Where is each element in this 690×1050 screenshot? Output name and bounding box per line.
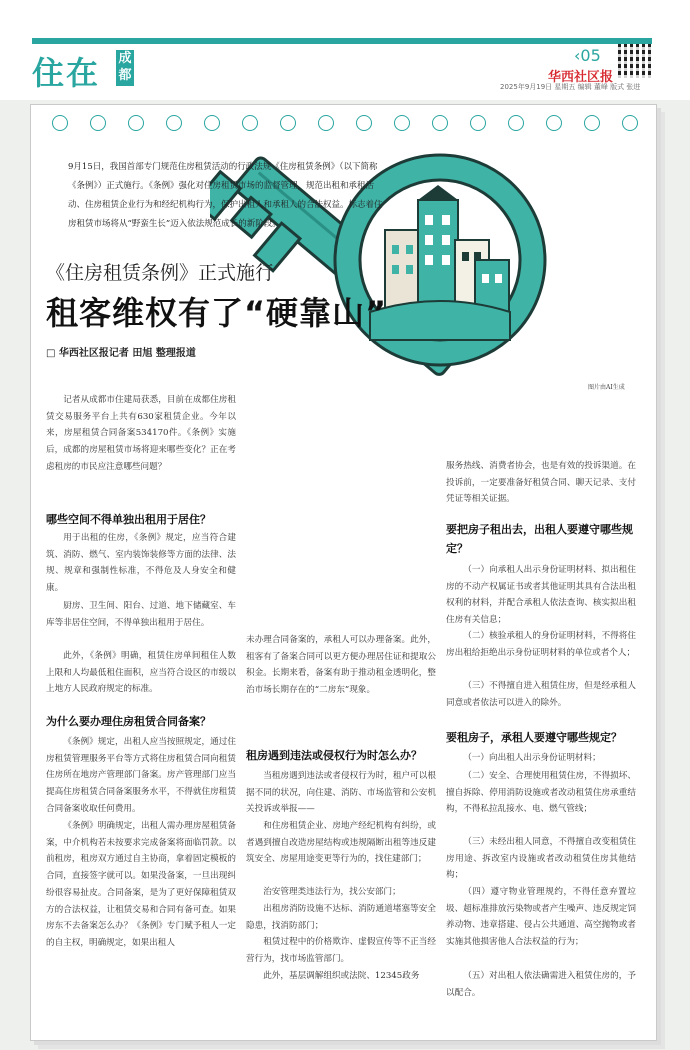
image-caption: 图片由AI生成 bbox=[588, 384, 625, 391]
ring-icon bbox=[166, 115, 182, 131]
ring-icon bbox=[52, 115, 68, 131]
body-paragraph: 租赁过程中的价格欺诈、虚假宣传等不正当经营行为，找市场监管部门。 bbox=[246, 937, 436, 964]
body-paragraph: 用于出租的住房，《条例》规定，应当符合建筑、消防、燃气、室内装饰装修等方面的法律、法规、规章和强制性标准，不得危及人身安全和健康。 bbox=[46, 533, 236, 594]
page-header bbox=[0, 0, 690, 100]
body-paragraph: （三）未经出租人同意，不得擅自改变租赁住房用途、拆改室内设施或者改动租赁住房其他结构； bbox=[446, 837, 636, 881]
body-paragraph: 《条例》明确规定，出租人需办理房屋租赁备案，中介机构若未按要求完成备案将面临罚款。以前租房，租房双方通过自主协商，拿着固定模板的合同，直接签字就可以。如果没备案，一旦出现纠纷很容易扯皮。合同备案，是为了更好保障租赁双方的合法权益，让租赁交易和合同有备可查。如果房东不去备案怎么办？《条例》专门赋予租人一定的自主权，明确规定，如果出租人 bbox=[46, 821, 236, 948]
ring-icon bbox=[318, 115, 334, 131]
ring-icon bbox=[508, 115, 524, 131]
section-badge: 成都 bbox=[116, 50, 134, 86]
body-paragraph: 当租房遇到违法或者侵权行为时，租户可以根据不同的状况，向住建、消防、市场监管和公安机关投诉或举报—— bbox=[246, 771, 436, 815]
ring-icon bbox=[622, 115, 638, 131]
section-heading: 为什么要办理住房租赁合同备案？ bbox=[46, 715, 211, 728]
ring-icon bbox=[432, 115, 448, 131]
body-paragraph: 出租房消防设施不达标、消防通道堵塞等安全隐患，找消防部门； bbox=[246, 904, 436, 931]
article-subtitle: 《住房租赁条例》正式施行 bbox=[46, 262, 275, 284]
ring-icon bbox=[470, 115, 486, 131]
body-paragraph: （二）安全、合理使用租赁住房，不得损坏、擅自拆除、停用消防设施或者改动租赁住房承重结构，不得私拉乱接水、电、燃气管线； bbox=[446, 771, 636, 815]
body-paragraph: （一）向承租人出示身份证明材料、拟出租住房的不动产权属证书或者其他证明其具有合法出租权利的材料，并配合承租人依法查询、核实拟出租住房有关信息； bbox=[446, 565, 636, 626]
intro-paragraph: 9月15日，我国首部专门规范住房租赁活动的行政法规《住房租赁条例》（以下简称《条例》）正式施行。《条例》强化对住房租赁市场的监督管理，规范出租和承租活动、住房租赁企业行为和经纪机构行为，保护出租人和承租人的合法权益。标志着住房租赁市场将从“野蛮生长”迈入依法规范成长的新阶段。 bbox=[68, 162, 383, 229]
body-paragraph: （一）向出租人出示身份证明材料； bbox=[463, 753, 601, 763]
ring-icon bbox=[546, 115, 562, 131]
body-paragraph: 此外，《条例》明确，租赁住房单间租住人数上限和人均最低租住面积，应当符合设区的市级以上地方人民政府规定的标准。 bbox=[46, 651, 236, 695]
section-heading: 哪些空间不得单独出租用于居住？ bbox=[46, 513, 211, 526]
body-paragraph: 厨房、卫生间、阳台、过道、地下储藏室、车库等非居住空间，不得单独出租用于居住。 bbox=[46, 601, 236, 628]
ring-icon bbox=[280, 115, 296, 131]
ring-icon bbox=[584, 115, 600, 131]
qr-code-icon bbox=[618, 44, 652, 78]
ring-icon bbox=[356, 115, 372, 131]
body-paragraph: 《条例》规定，出租人应当按照规定，通过住房租赁管理服务平台等方式将住房租赁合同向租赁住房所在地房产管理部门备案。房产管理部门应当提高住房租赁合同备案服务水平，不得就住房租赁合同备案收取任何费用。 bbox=[46, 737, 236, 814]
body-paragraph: （三）不得擅自进入租赁住房，但是经承租人同意或者依法可以进入的除外。 bbox=[446, 681, 636, 708]
body-paragraph: 和住房租赁企业、房地产经纪机构有纠纷，或者遇到擅自改造房屋结构或违规隔断出租等违反建筑安全、房屋用途变更等行为的，找住建部门； bbox=[246, 821, 436, 865]
newspaper-brand: 华西社区报 bbox=[548, 70, 614, 85]
body-paragraph: （二）核验承租人的身份证明材料，不得将住房出租给拒绝出示身份证明材料的单位或者个人； bbox=[446, 631, 636, 658]
ring-icon bbox=[128, 115, 144, 131]
section-title: 住在 bbox=[32, 54, 101, 92]
body-paragraph: （四）遵守物业管理规约，不得任意弃置垃圾、超标准排放污染物或者产生噪声、违反规定饲养动物、违章搭建、侵占公共通道、高空抛物或者实施其他损害他人合法权益的行为； bbox=[446, 887, 636, 948]
page-number: ‹05 bbox=[574, 46, 601, 65]
body-paragraph: 服务热线、消费者协会，也是有效的投诉渠道。在投诉前，一定要准备好租赁合同、聊天记录、支付凭证等相关证据。 bbox=[446, 461, 636, 505]
body-paragraph: 此外，基层调解组织或法院、12345政务 bbox=[263, 971, 420, 981]
ring-icon bbox=[242, 115, 258, 131]
header-rule bbox=[32, 38, 652, 44]
dateline: 2025年9月19日 星期五 编辑 董峰 版式 张进 bbox=[500, 83, 641, 91]
ring-icon bbox=[204, 115, 220, 131]
body-paragraph: （五）对出租人依法确需进入租赁住房的，予以配合。 bbox=[446, 971, 636, 998]
ring-icon bbox=[394, 115, 410, 131]
ring-icon bbox=[90, 115, 106, 131]
body-paragraph: 治安管理类违法行为，找公安部门； bbox=[263, 887, 401, 897]
binder-rings bbox=[52, 115, 642, 135]
section-heading: 租房遇到违法或侵权行为时怎么办？ bbox=[246, 749, 422, 762]
byline: □ 华西社区报记者 田旭 整理报道 bbox=[46, 348, 196, 359]
body-paragraph: 未办理合同备案的，承租人可以办理备案。此外，租客有了备案合同可以更方便办理居住证和提取公积金。长期来看，备案有助于推动租金透明化，整治市场长期存在的“二房东”现象。 bbox=[246, 635, 436, 696]
section-heading: 要租房子，承租人要遵守哪些规定？ bbox=[446, 731, 622, 744]
lead-paragraph: 记者从成都市住建局获悉，目前在成都住房租赁交易服务平台上共有630家租赁企业。今年以来，房屋租赁合同备案534170件。《条例》实施后，成都的房屋租赁市场将迎来哪些变化？正在考虑租房的市民应注意哪些问题？ bbox=[46, 395, 236, 472]
section-heading: 要把房子租出去，出租人要遵守哪些规定？ bbox=[446, 523, 633, 555]
article-headline: 租客维权有了“硬靠山” bbox=[46, 294, 388, 332]
